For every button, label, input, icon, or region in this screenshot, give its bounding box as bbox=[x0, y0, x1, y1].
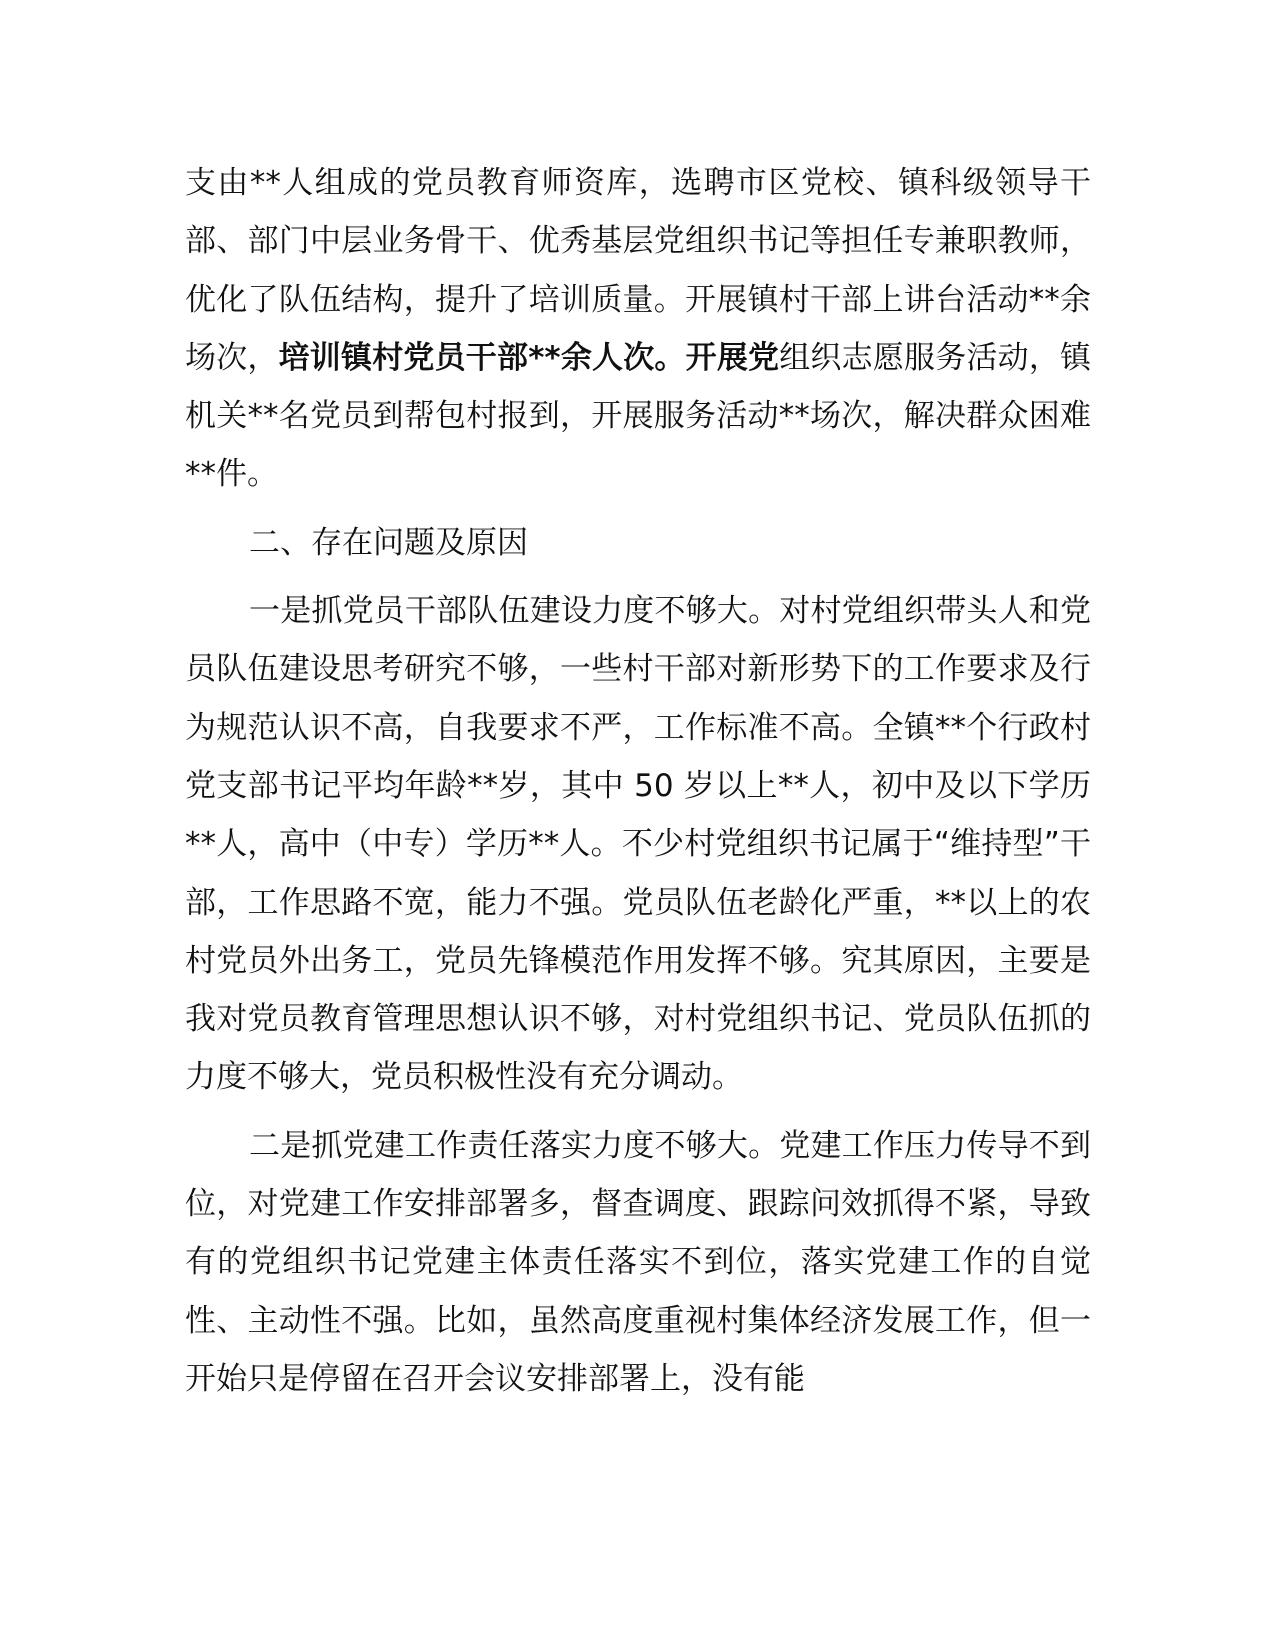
paragraph-1 bbox=[185, 154, 1091, 504]
paragraph-1-text-a: 支由**人组成的党员教育师资库，选聘市区党校、镇科级领导干部、部门中层业务骨干、优秀基层党组织书记等担任专兼职教师，优化了队伍结构，提升了培训质量。开展镇村干部上讲台活动**余场次， bbox=[185, 165, 1091, 376]
paragraph-1-text-bold: 培训镇村党员干部**余人次。 bbox=[278, 339, 686, 376]
paragraph-4: 二是抓党建工作责任落实力度不够大。党建工作压力传导不到位，对党建工作安排部署多，督查调度、跟踪问效抓得不紧，导致有的党组织书记党建主体责任落实不到位，落实党建工作的自觉性、主动性不强。比如，虽然高度重视村集体经济发展工作，但一开始只是停留在召开会议安排部署上，没有能 bbox=[185, 1127, 1091, 1397]
document-body bbox=[185, 154, 1091, 1408]
section-heading: 二、存在问题及原因 bbox=[249, 524, 528, 561]
paragraph-1-text-d: 组织志愿服务活动，镇机关**名党员到帮包村报到，开展服务活动**场次，解决群众困难**件。 bbox=[185, 339, 1092, 493]
paragraph-1-text-bold-2: 开展党 bbox=[685, 339, 780, 376]
paragraph-3: 一是抓党员干部队伍建设力度不够大。对村党组织带头人和党员队伍建设思考研究不够，一些村干部对新形势下的工作要求及行为规范认识不高，自我要求不严，工作标准不高。全镇**个行政村党支部书记平均年龄**岁，其中 50 岁以上**人，初中及以下学历**人，高中（中专）学历**人。不少村党组织书记属于“维持型”干部，工作思路不宽，能力不强。党员队伍老龄化严重，**以上的农村党员外出务工，党员先锋模范作用发挥不够。究其原因，主要是我对党员教育管理思想认识不够，对村党组织书记、党员队伍抓的力度不够大，党员积极性没有充分调动。 bbox=[185, 593, 1091, 1096]
